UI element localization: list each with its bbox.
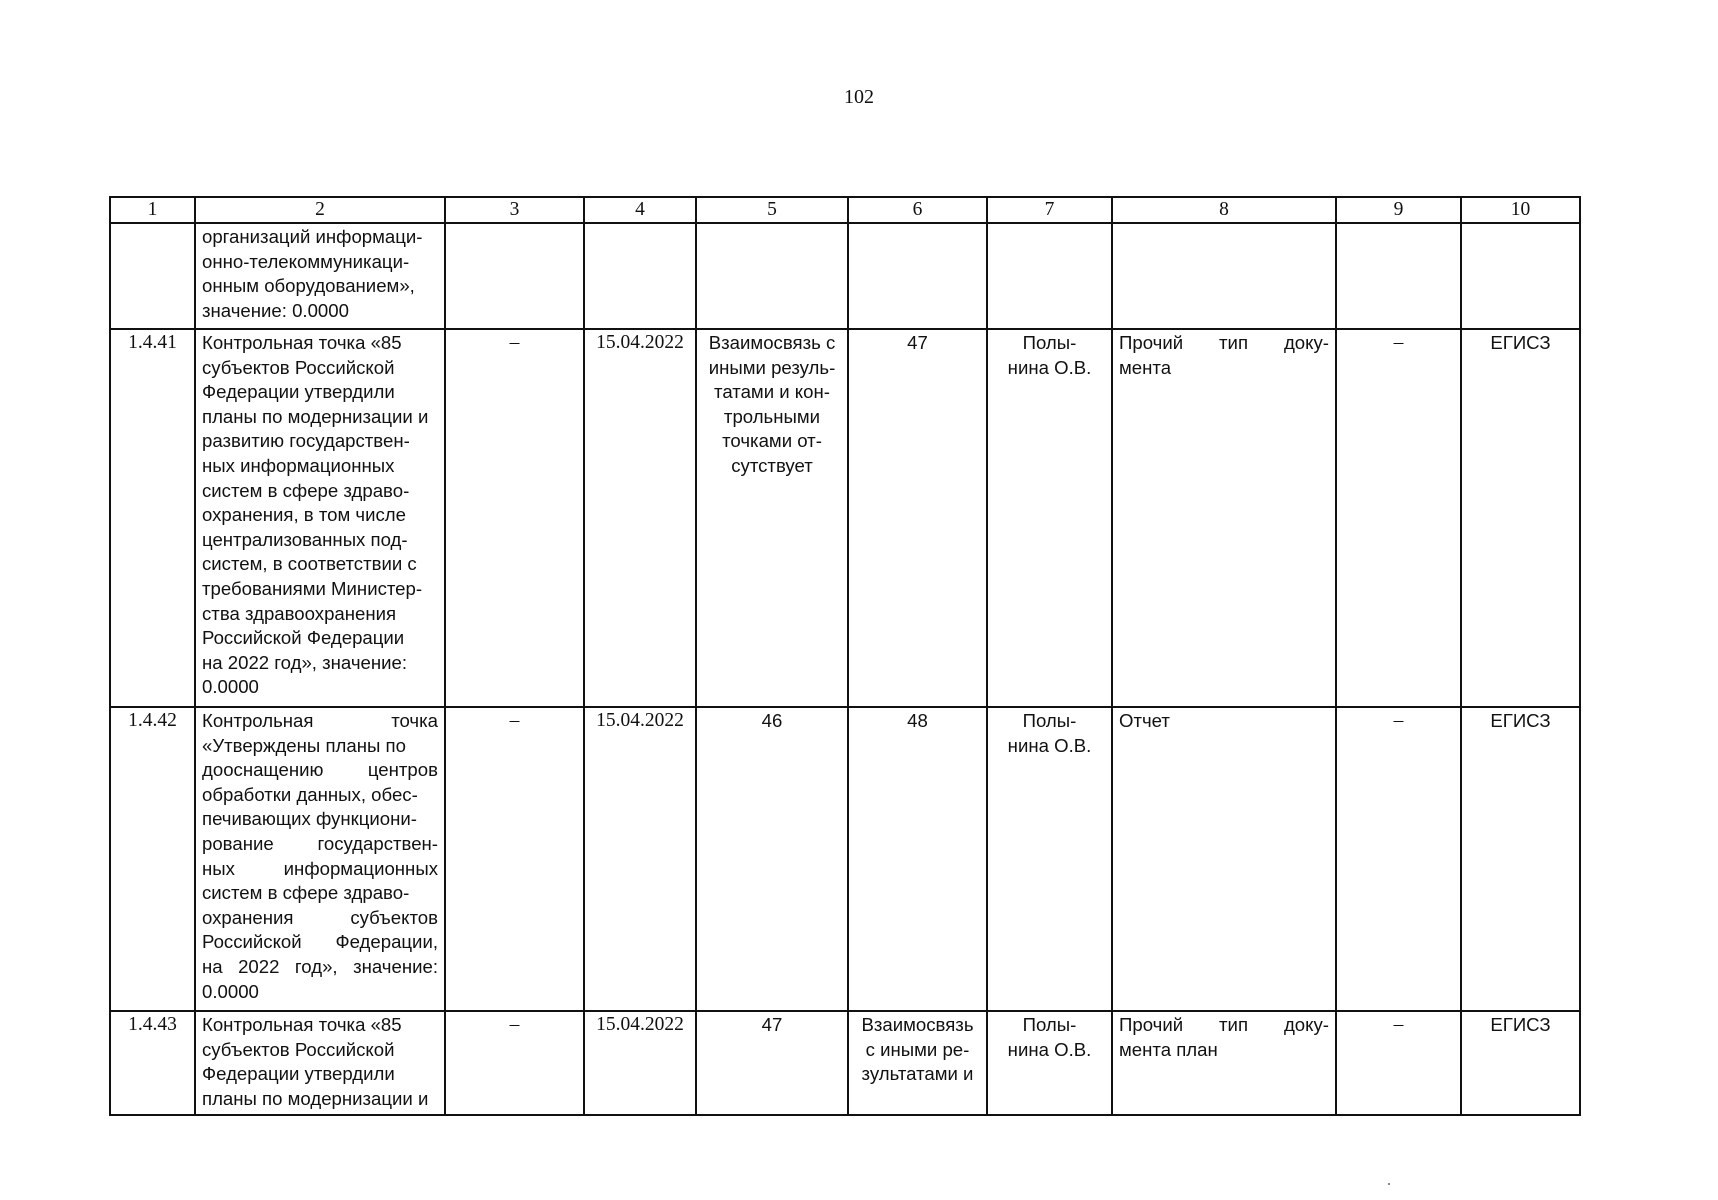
cell-date: 15.04.2022	[584, 707, 696, 1011]
description-line: планы по модернизации и	[202, 1087, 429, 1109]
description-line: Контрольная точка «85	[202, 1014, 402, 1035]
col5-line: татами и кон-	[714, 381, 830, 403]
cell-description	[195, 329, 445, 707]
doc-type-line: Прочий тип доку-	[1119, 1014, 1329, 1035]
responsible-line: Полы-	[1022, 1014, 1077, 1035]
col6-line: зультатами и	[861, 1063, 974, 1085]
description-line: систем в сфере здраво-	[202, 882, 410, 904]
column-header: 4	[584, 197, 696, 223]
doc-type-line: Отчет	[1119, 710, 1170, 731]
cell-description	[195, 223, 445, 329]
cell-col9: –	[1336, 707, 1461, 1011]
doc-type-line: мента	[1119, 356, 1172, 378]
column-header: 3	[445, 197, 584, 223]
cell-date: 15.04.2022	[584, 1011, 696, 1115]
description-line: Федерации утвердили	[202, 1063, 395, 1085]
description-line: дооснащению центров	[202, 759, 438, 781]
description-line: систем в сфере здраво-	[202, 479, 410, 501]
column-header: 1	[110, 197, 195, 223]
description-line: Контрольная точка	[202, 710, 438, 731]
table-row	[110, 707, 1580, 1011]
description-line: 0.0000	[202, 676, 259, 698]
cell-system: ЕГИСЗ	[1461, 707, 1580, 1011]
description-line: на 2022 год», значение:	[202, 651, 408, 673]
description-line: Российской Федерации,	[202, 931, 438, 953]
col6-line: Взаимосвязь	[861, 1014, 974, 1035]
description-line: централизованных под-	[202, 528, 408, 550]
column-header: 7	[987, 197, 1112, 223]
data-table	[109, 196, 1581, 1116]
column-header: 2	[195, 197, 445, 223]
description-line: требованиями Министер-	[202, 577, 423, 599]
cell-col3: –	[445, 1011, 584, 1115]
description-line: обработки данных, обес-	[202, 783, 418, 805]
cell-col5	[696, 1011, 848, 1115]
description-line: рование государствен-	[202, 832, 438, 854]
cell-col9	[1336, 223, 1461, 329]
description-line: Контрольная точка «85	[202, 332, 402, 353]
cell-responsible	[987, 1011, 1112, 1115]
description-line: ства здравоохранения	[202, 602, 397, 624]
cell-responsible	[987, 707, 1112, 1011]
description-line: систем, в соответствии с	[202, 553, 417, 575]
column-header: 6	[848, 197, 987, 223]
description-line: на 2022 год», значение:	[202, 955, 438, 977]
description-line: организаций информаци-	[202, 226, 423, 247]
cell-description	[195, 1011, 445, 1115]
description-line: печивающих функциони-	[202, 808, 417, 830]
description-line: ных информационных	[202, 454, 395, 476]
column-header: 10	[1461, 197, 1580, 223]
description-line: ных информационных	[202, 857, 438, 879]
cell-col3: –	[445, 329, 584, 707]
description-line: 0.0000	[202, 980, 259, 1002]
scan-speck	[1388, 1183, 1390, 1185]
cell-col3	[445, 223, 584, 329]
column-header: 5	[696, 197, 848, 223]
page-number: 102	[844, 86, 874, 108]
table-header-row	[110, 197, 1580, 223]
cell-col5	[696, 707, 848, 1011]
table-row-continuation	[110, 223, 1580, 329]
cell-doc-type	[1112, 1011, 1336, 1115]
cell-system	[1461, 223, 1580, 329]
responsible-line: нина О.В.	[1007, 734, 1092, 756]
responsible-line: нина О.В.	[1007, 1038, 1092, 1060]
col5-line: иными резуль-	[708, 356, 836, 378]
responsible-line: Полы-	[1022, 710, 1077, 731]
column-header: 9	[1336, 197, 1461, 223]
description-line: развитию государствен-	[202, 430, 410, 452]
cell-col5	[696, 329, 848, 707]
description-line: планы по модернизации и	[202, 405, 429, 427]
description-line: субъектов Российской	[202, 1038, 395, 1060]
cell-doc-type	[1112, 707, 1336, 1011]
cell-date	[584, 223, 696, 329]
doc-type-line: Прочий тип доку-	[1119, 332, 1329, 353]
cell-col6	[848, 223, 987, 329]
col5-line: сутствует	[731, 454, 813, 476]
doc-type-line: мента план	[1119, 1038, 1218, 1060]
table-row	[110, 1011, 1580, 1115]
cell-date: 15.04.2022	[584, 329, 696, 707]
description-line: онно-телекоммуникаци-	[202, 250, 410, 272]
cell-col6	[848, 1011, 987, 1115]
cell-num: 1.4.41	[110, 329, 195, 707]
description-line: онным оборудованием»,	[202, 275, 415, 297]
cell-col9: –	[1336, 1011, 1461, 1115]
col6-line: с иными ре-	[865, 1038, 970, 1060]
cell-num: 1.4.42	[110, 707, 195, 1011]
cell-doc-type	[1112, 223, 1336, 329]
col5-line: трольными	[723, 405, 821, 427]
cell-col6: 47	[848, 329, 987, 707]
cell-description	[195, 707, 445, 1011]
col5-line: Взаимосвязь с	[708, 332, 836, 353]
responsible-line: нина О.В.	[1007, 356, 1092, 378]
column-header: 8	[1112, 197, 1336, 223]
description-line: охранения субъектов	[202, 906, 438, 928]
description-line: охранения, в том числе	[202, 504, 406, 526]
description-line: «Утверждены планы по	[202, 734, 406, 756]
table-row	[110, 329, 1580, 707]
description-line: субъектов Российской	[202, 356, 395, 378]
col5-line: точками от-	[722, 430, 822, 452]
description-line: Российской Федерации	[202, 627, 405, 649]
cell-num	[110, 223, 195, 329]
cell-col6: 48	[848, 707, 987, 1011]
cell-col5	[696, 223, 848, 329]
cell-responsible	[987, 223, 1112, 329]
description-line: Федерации утвердили	[202, 381, 395, 403]
description-line: значение: 0.0000	[202, 299, 349, 321]
responsible-line: Полы-	[1022, 332, 1077, 353]
col5-line: 46	[761, 710, 783, 731]
cell-col3: –	[445, 707, 584, 1011]
cell-system: ЕГИСЗ	[1461, 329, 1580, 707]
col5-line: 47	[761, 1014, 783, 1035]
cell-responsible	[987, 329, 1112, 707]
cell-system: ЕГИСЗ	[1461, 1011, 1580, 1115]
cell-doc-type	[1112, 329, 1336, 707]
cell-num: 1.4.43	[110, 1011, 195, 1115]
cell-col9: –	[1336, 329, 1461, 707]
